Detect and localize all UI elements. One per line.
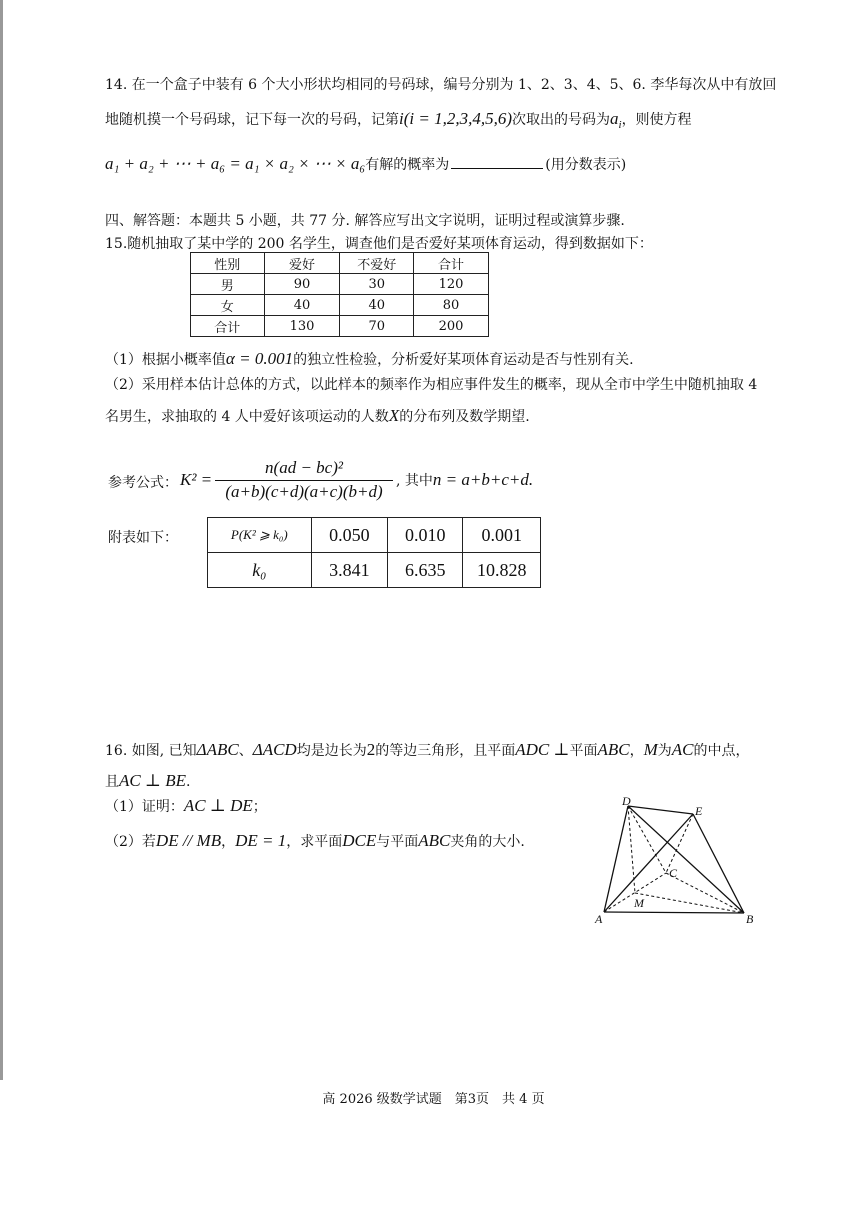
q16-text: ， [629,743,644,759]
q15-part2-text-b: 的分布列及数学期望. [399,409,530,425]
table-cell: 200 [414,316,489,337]
q16-math: AC ⊥ BE [119,771,186,790]
q14-a-subscript: i [618,118,622,131]
table-cell: 10.828 [463,553,541,588]
crit-row2-label: k₀ [208,553,312,588]
formula-denominator: (a+b)(c+d)(a+c)(b+d) [225,482,383,501]
q16-math: DCE [342,831,377,850]
table-row [191,295,489,316]
survey-table-header-row [191,253,489,274]
q16-math: ABC [597,740,630,759]
q16-text: （1）证明： [105,799,184,815]
formula-tail-text: , 其中 [396,473,433,489]
q14-a-symbol: a [610,109,619,128]
label-E: E [695,804,703,818]
scan-edge [0,0,3,1080]
critical-value-table [207,517,541,588]
formula-lhs: K² = [180,470,213,489]
table-cell: 30 [340,274,414,295]
survey-header-dislike: 不爱好 [340,253,414,274]
q16-math: ΔACD [252,740,297,759]
q15-part1 [105,349,634,369]
q16-text: 的等边三角形，且平面 [375,743,516,759]
q14-equation: a₁ + a₂ + ⋯ + a₆ = a₁ × a₂ × ⋯ × a₆ [105,154,366,173]
q15-alpha-value: α = 0.001 [225,349,294,368]
edge-DM [628,806,635,893]
table-cell: 3.841 [311,553,387,588]
table-row [208,518,541,553]
q15-part2-line1: （2）采用样本估计总体的方式，以此样本的频率作为相应事件发生的概率，现从全市中学生中随机抽取 4 [105,377,758,393]
q16-text: 为 [657,743,672,759]
formula-numerator: n(ad − bc)² [265,458,343,477]
q14-index-expression: i(i = 1,2,3,4,5,6) [399,109,512,128]
fraction-bar [215,480,393,481]
table-cell: 70 [340,316,414,337]
label-M: M [634,896,644,910]
q16-text: ， [221,834,236,850]
q16-math: M [643,740,658,759]
page-footer: 高 2026 级数学试题 第3页 共 4 页 [322,1092,545,1107]
survey-table [190,252,489,337]
edge-DC [628,806,666,873]
q16-line2 [105,771,190,791]
q16-text: . [185,774,191,790]
q16-text: ，求平面 [286,834,343,850]
q14-line2 [105,109,692,131]
q16-math: 2 [366,740,376,759]
q16-text: 平面 [569,743,598,759]
q15-part2-line2 [105,406,530,426]
label-A: A [595,912,603,926]
q16-math: AC ⊥ DE [183,796,253,815]
table-cell: 130 [264,316,340,337]
table-cell: 120 [414,274,489,295]
q16-text: 均是边长为 [296,743,367,759]
table-cell: 女 [191,295,265,316]
edge-DA [604,806,628,912]
q16-math: DE = 1 [235,831,287,850]
q14-line1: 14. 在一个盒子中装有 6 个大小形状均相同的号码球，编号分别为 1、2、3、4、5、6. 李华每次从中有放回 [105,77,777,93]
table-row [191,274,489,295]
q14-line2-text-b: 次取出的号码为 [512,112,610,128]
table-cell: 90 [264,274,340,295]
q16-part2 [105,831,525,851]
table-cell: 0.001 [463,518,541,553]
answer-blank[interactable] [451,168,543,169]
appendix-label: 附表如下： [108,530,178,546]
table-row [191,316,489,337]
label-D: D [622,795,631,808]
survey-header-like: 爱好 [264,253,340,274]
q15-intro: 15.随机抽取了某中学的 200 名学生，调查他们是否爱好某项体育运动，得到数据如下： [105,236,653,252]
label-C: C [669,866,678,880]
q16-text: 且 [105,774,119,790]
q16-math: ABC [418,831,451,850]
q16-text: 的中点， [693,743,750,759]
table-cell: 男 [191,274,265,295]
table-row [208,553,541,588]
section-heading: 四、解答题：本题共 5 小题，共 77 分. 解答应写出文字说明，证明过程或演算步骤. [105,213,625,229]
edge-EC [666,814,693,873]
q15-part1-text-a: （1）根据小概率值 [105,352,226,368]
q16-text: 16. 如图, 已知 [105,743,197,759]
q16-part1 [105,796,267,816]
table-cell: 80 [414,295,489,316]
q14-line3 [105,154,626,174]
q16-line1 [105,740,749,760]
table-cell: 0.050 [311,518,387,553]
q15-x-variable: X [388,406,400,425]
formula-label: 参考公式： [108,475,178,491]
q16-text: 与平面 [376,834,419,850]
crit-row1-label: P(K² ⩾ k₀) [208,518,312,553]
q15-part1-text-b: 的独立性检验，分析爱好某项体育运动是否与性别有关. [293,352,634,368]
label-B: B [746,912,754,926]
formula-n-definition: n = a+b+c+d. [432,470,534,489]
q14-after-equation: 有解的概率为 [365,157,450,173]
q14-line2-text-a: 地随机摸一个号码球，记下每一次的号码，记第 [105,112,399,128]
survey-header-total: 合计 [414,253,489,274]
q16-text: ； [252,799,267,815]
table-cell: 合计 [191,316,265,337]
q16-text: 、 [238,743,253,759]
edge-CB [666,873,744,913]
edge-DE [628,806,693,814]
edge-EA [604,814,693,912]
q16-text: 夹角的大小. [450,834,525,850]
q16-text: （2）若 [105,834,156,850]
pyramid-figure [590,795,765,930]
q16-math: AC [671,740,694,759]
edge-MB [635,893,744,913]
edge-AB [604,912,744,913]
table-cell: 6.635 [388,553,463,588]
q15-part2-text-a: 名男生，求抽取的 4 人中爱好该项运动的人数 [105,409,389,425]
survey-header-gender: 性别 [191,253,265,274]
table-cell: 40 [340,295,414,316]
edge-EB [693,814,744,913]
q14-hint: (用分数表示) [545,157,627,173]
table-cell: 40 [264,295,340,316]
q16-math: ADC ⊥ [515,740,570,759]
table-cell: 0.010 [388,518,463,553]
q14-line2-text-c: ，则使方程 [621,112,692,128]
q16-math: DE // MB [155,831,222,850]
formula-tail [396,470,533,490]
q16-math: ΔABC [196,740,239,759]
